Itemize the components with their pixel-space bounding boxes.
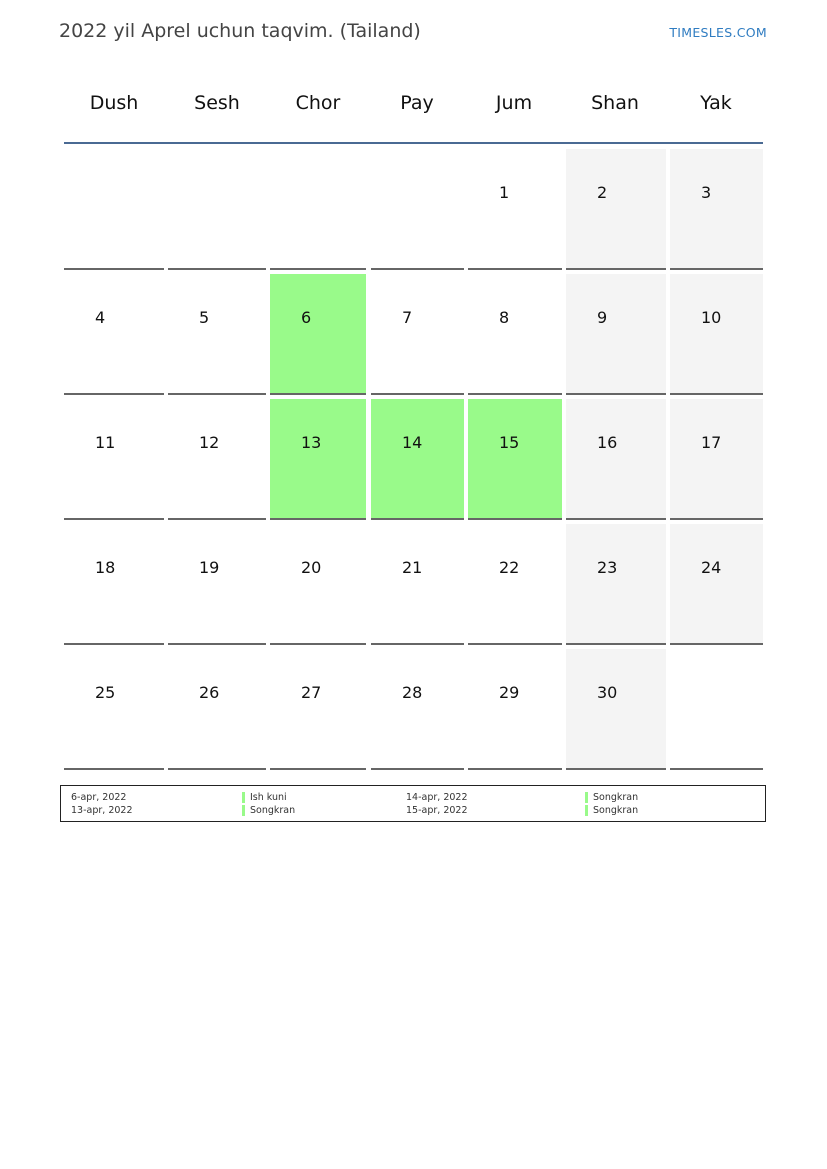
day-number: 6 bbox=[301, 308, 312, 327]
day-cell[interactable] bbox=[670, 274, 763, 395]
day-number: 27 bbox=[301, 683, 322, 702]
day-number: 12 bbox=[199, 433, 220, 452]
day-cell[interactable] bbox=[168, 399, 266, 520]
day-cell[interactable] bbox=[670, 149, 763, 270]
day-cell[interactable] bbox=[468, 524, 562, 645]
day-cell[interactable] bbox=[270, 274, 366, 395]
legend-holiday-name: Songkran bbox=[250, 805, 296, 816]
legend-holiday-name: Songkran bbox=[593, 805, 639, 816]
day-cell[interactable] bbox=[64, 524, 164, 645]
day-cell[interactable] bbox=[566, 149, 666, 270]
legend-color-marker bbox=[585, 792, 588, 803]
day-cell[interactable] bbox=[270, 399, 366, 520]
day-number: 1 bbox=[499, 183, 510, 202]
day-cell[interactable] bbox=[270, 649, 366, 770]
dow-thursday: Pay bbox=[400, 92, 434, 114]
day-number: 10 bbox=[701, 308, 722, 327]
day-number: 19 bbox=[199, 558, 220, 577]
day-number: 28 bbox=[402, 683, 423, 702]
empty-day-cell bbox=[168, 149, 266, 270]
day-cell[interactable] bbox=[566, 274, 666, 395]
day-number: 15 bbox=[499, 433, 520, 452]
empty-day-cell bbox=[670, 649, 763, 770]
day-number: 11 bbox=[95, 433, 116, 452]
day-number: 30 bbox=[597, 683, 618, 702]
day-cell[interactable] bbox=[468, 649, 562, 770]
day-cell[interactable] bbox=[371, 274, 464, 395]
day-cell[interactable] bbox=[566, 649, 666, 770]
day-number: 25 bbox=[95, 683, 116, 702]
empty-day-cell bbox=[371, 149, 464, 270]
legend-holiday-name: Ish kuni bbox=[250, 792, 287, 803]
dow-sunday: Yak bbox=[700, 92, 732, 114]
day-cell[interactable] bbox=[468, 274, 562, 395]
page-title: 2022 yil Aprel uchun taqvim. (Tailand) bbox=[59, 20, 421, 42]
legend-color-marker bbox=[242, 792, 245, 803]
day-number: 16 bbox=[597, 433, 618, 452]
dow-monday: Dush bbox=[89, 92, 139, 114]
brand-link[interactable]: TIMESLES.COM bbox=[669, 25, 767, 40]
day-cell[interactable] bbox=[371, 524, 464, 645]
day-cell[interactable] bbox=[64, 649, 164, 770]
legend-date: 6-apr, 2022 bbox=[71, 792, 127, 803]
day-number: 21 bbox=[402, 558, 423, 577]
day-number: 14 bbox=[402, 433, 423, 452]
day-number: 4 bbox=[95, 308, 106, 327]
day-cell[interactable] bbox=[371, 649, 464, 770]
day-cell[interactable] bbox=[270, 524, 366, 645]
day-number: 29 bbox=[499, 683, 520, 702]
day-number: 17 bbox=[701, 433, 722, 452]
legend-color-marker bbox=[585, 805, 588, 816]
day-number: 23 bbox=[597, 558, 618, 577]
day-number: 22 bbox=[499, 558, 520, 577]
day-number: 20 bbox=[301, 558, 322, 577]
legend-date: 14-apr, 2022 bbox=[406, 792, 468, 803]
day-cell[interactable] bbox=[566, 524, 666, 645]
day-cell[interactable] bbox=[468, 149, 562, 270]
day-number: 2 bbox=[597, 183, 608, 202]
day-number: 8 bbox=[499, 308, 510, 327]
legend-holiday-name: Songkran bbox=[593, 792, 639, 803]
dow-tuesday: Sesh bbox=[194, 92, 240, 114]
day-cell[interactable] bbox=[670, 524, 763, 645]
day-cell[interactable] bbox=[168, 524, 266, 645]
legend-date: 13-apr, 2022 bbox=[71, 805, 133, 816]
header-divider bbox=[64, 142, 763, 144]
day-cell[interactable] bbox=[168, 274, 266, 395]
day-number: 24 bbox=[701, 558, 722, 577]
day-number: 13 bbox=[301, 433, 322, 452]
empty-day-cell bbox=[64, 149, 164, 270]
holiday-legend bbox=[60, 785, 766, 822]
dow-wednesday: Chor bbox=[295, 92, 341, 114]
legend-date: 15-apr, 2022 bbox=[406, 805, 468, 816]
day-cell[interactable] bbox=[371, 399, 464, 520]
dow-saturday: Shan bbox=[591, 92, 639, 114]
day-number: 9 bbox=[597, 308, 608, 327]
day-cell[interactable] bbox=[670, 399, 763, 520]
day-number: 3 bbox=[701, 183, 712, 202]
legend-color-marker bbox=[242, 805, 245, 816]
empty-day-cell bbox=[270, 149, 366, 270]
day-number: 5 bbox=[199, 308, 210, 327]
day-number: 18 bbox=[95, 558, 116, 577]
day-cell[interactable] bbox=[468, 399, 562, 520]
day-cell[interactable] bbox=[64, 274, 164, 395]
day-cell[interactable] bbox=[566, 399, 666, 520]
day-cell[interactable] bbox=[64, 399, 164, 520]
day-cell[interactable] bbox=[168, 649, 266, 770]
day-number: 7 bbox=[402, 308, 413, 327]
dow-friday: Jum bbox=[495, 92, 533, 114]
day-number: 26 bbox=[199, 683, 220, 702]
